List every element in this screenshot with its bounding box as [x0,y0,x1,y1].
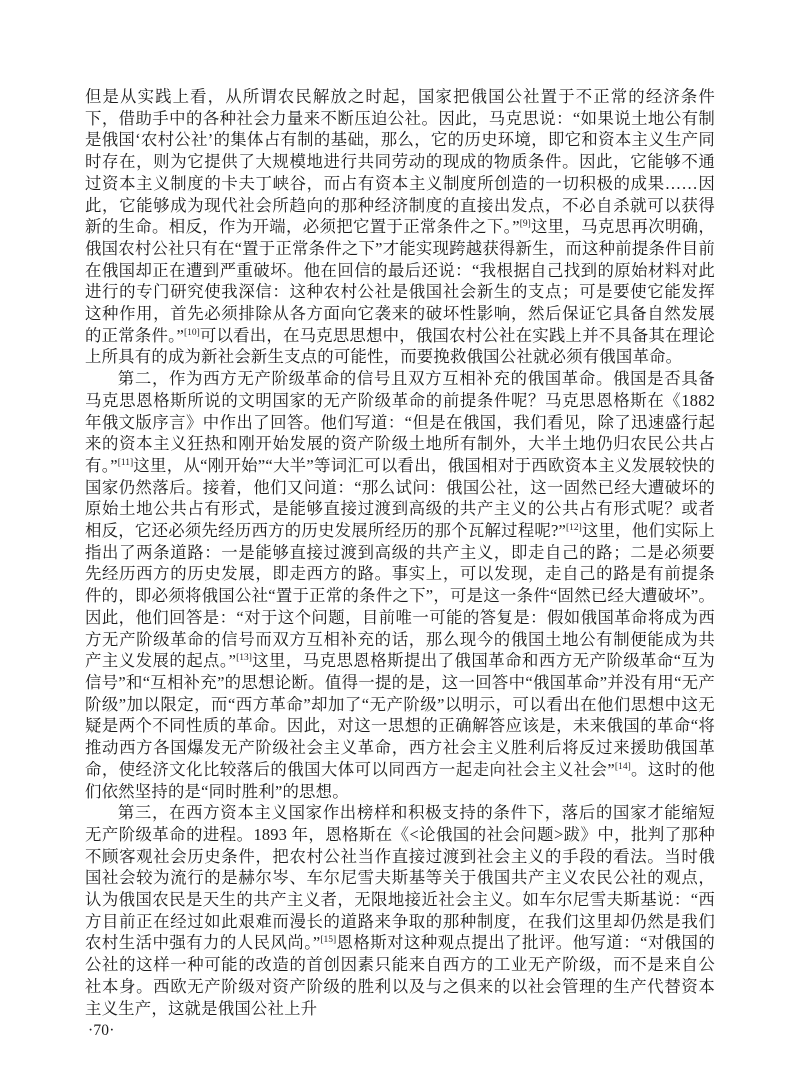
footnote-ref: [10] [184,327,200,338]
paragraph: 但是从实践上看，从所谓农民解放之时起，国家把俄国公社置于不正常的经济条件下，借助手中的各种社会力量来不断压迫公社。因此，马克思说：“如果说土地公有制是俄国‘农村公社’的集体占有制的基础，那么，它的历史环境，即它和资本主义生产同时存在，则为它提供了大规模地进行共同劳动的现成的物质条件。因此，它能够不通过资本主义制度的卡夫丁峡谷，而占有资本主义制度所创造的一切积极的成果……因此，它能够成为现代社会所趋向的那种经济制度的直接出发点，不必自杀就可以获得新的生命。相反，作为开端，必须把它置于正常条件之下。”[9]这里，马克思再次明确，俄国农村公社只有在“置于正常条件之下”才能实现跨越获得新生，而这种前提条件目前在俄国却正在遭到严重破坏。他在回信的最后还说：“我根据自己找到的原始材料对此进行的专门研究使我深信：这种农村公社是俄国社会新生的支点；可是要使它能发挥这种作用，首先必须排除从各方面向它袭来的破坏性影响，然后保证它具备自然发展的正常条件。”[10]可以看出，在马克思思想中，俄国农村公社在实践上并不具备其在理论上所具有的成为新社会新生支点的可能性，而要挽救俄国公社就必须有俄国革命。 [85,87,715,367]
footnote-ref: [13] [236,653,252,664]
footnote-ref: [14] [614,761,631,772]
article-body [85,86,715,1042]
page-number: ·70· [88,1022,115,1040]
paragraph: 第三，在西方资本主义国家作出榜样和积极支持的条件下，落后的国家才能缩短无产阶级革命的进程。1893 年，恩格斯在《<论俄国的社会问题>跋》中，批判了那种不顾客观社会历史条件，把农村公社当作直接过渡到社会主义的手段的看法。当时俄国社会较为流行的是赫尔岑、车尔尼雪夫斯基等关于俄国共产主义农民公社的观点，认为俄国农民是天生的共产主义者，无限地接近社会主义。如车尔尼雪夫斯基说：“西方目前正在经过如此艰难而漫长的道路来争取的那种制度，在我们这里却仍然是我们农村生活中强有力的人民风尚。”[15]恩格斯对这种观点提出了批评。他写道：“对俄国的公社的这样一种可能的改造的首创因素只能来自西方的工业无产阶级，而不是来自公社本身。西欧无产阶级对资产阶级的胜利以及与之俱来的以社会管理的生产代替资本主义生产，这就是俄国公社上升 [85,803,715,1018]
footnote-ref: [15] [320,935,337,946]
footnote-ref: [9] [519,219,531,230]
paragraph: 第二，作为西方无产阶级革命的信号且双方互相补充的俄国革命。俄国是否具备马克思恩格斯所说的文明国家的无产阶级革命的前提条件呢？马克思恩格斯在《1882 年俄文版序言》中作出了回答。他们写道：“但是在俄国，我们看见，除了迅速盛行起来的资本主义狂热和刚开始发展的资产阶级土地所有制外，大半土地仍归农民公共占有。”[11]这里，从“刚开始”“大半”等词汇可以看出，俄国相对于西欧资本主义发展较快的国家仍然落后。接着，他们又问道：“那么试问：俄国公社，这一固然已经大遭破坏的原始土地公共占有形式，是能够直接过渡到高级的共产主义的公共占有形式呢？或者相反，它还必须先经历西方的历史发展所经历的那个瓦解过程呢?”[12]这里，他们实际上指出了两条道路：一是能够直接过渡到高级的共产主义，即走自己的路；二是必须要先经历西方的历史发展，即走西方的路。事实上，可以发现，走自己的路是有前提条件的，即必须将俄国公社“置于正常的条件之下”，可是这一条件“固然已经大遭破坏”。因此，他们回答是：“对于这个问题，目前唯一可能的答复是：假如俄国革命将成为西方无产阶级革命的信号而双方互相补充的话，那么现今的俄国土地公有制便能成为共产主义发展的起点。”[13]这里，马克思恩格斯提出了俄国革命和西方无产阶级革命“互为信号”和“互相补充”的思想论断。值得一提的是，这一回答中“俄国革命”并没有用“无产阶级”加以限定，而“西方革命”却加了“无产阶级”以明示，可以看出在他们思想中这无疑是两个不同性质的革命。因此，对这一思想的正确解答应该是，未来俄国的革命“将推动西方各国爆发无产阶级社会主义革命，西方社会主义胜利后将反过来援助俄国革命，使经济文化比较落后的俄国大体可以同西方一起走向社会主义社会”[14]。这时的他们依然坚持的是“同时胜利”的思想。 [85,369,715,801]
footnote-ref: [12] [566,523,582,534]
footnote-ref: [11] [117,457,134,468]
